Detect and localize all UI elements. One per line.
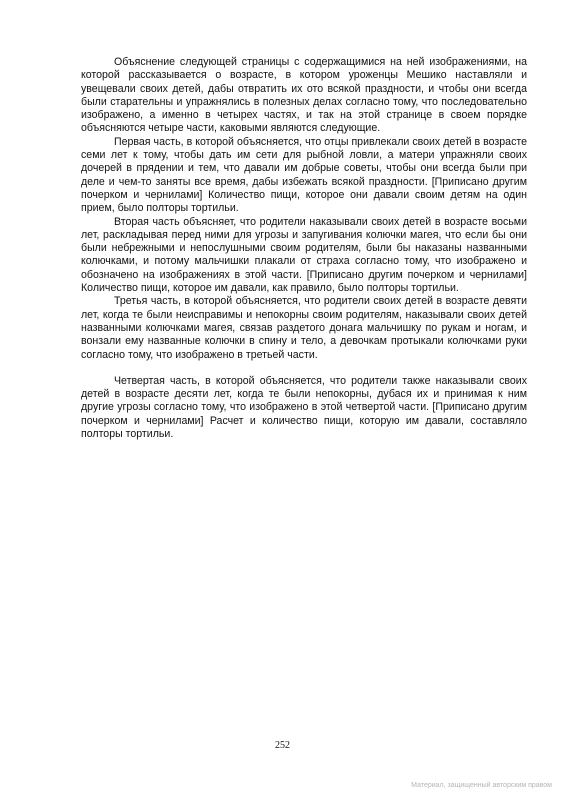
paragraph-part-four: Четвертая часть, в которой объясняется, что родители также наказывали своих детей в возрасте десяти лет, когда те были непокорны, дубася их и принимая к ним другие угрозы согласно тому, что изображено в этой четвертой части. [Приписано другим почерком и чернилами] Расчет и количество пищи, которую им давали, составляло полторы тортильи. xyxy=(81,374,527,441)
paragraph-part-three: Третья часть, в которой объясняется, что родители своих детей в возрасте девяти лет, когда те были неисправимы и непокорны своим родителям, наказывали своих детей названными колючками магея, связав раздетого донага мальчишку по рукам и ногам, и вонзали ему названные колючки в спину и тело, а девочкам протыкали колючками руки согласно тому, что изображено в третьей части. xyxy=(81,295,527,361)
paragraph-part-one: Первая часть, в которой объясняется, что отцы привлекали своих детей в возрасте семи лет к тому, чтобы дать им сети для рыбной ловли, а матери упражняли своих дочерей в прядении и тем, что давали им добрые советы, чтобы они всегда были при деле и чем-то заняты все время, дабы избежать всякой праздности. [Приписано другим почерком и чернилами] Количество пищи, которое они давали своим детям на один прием, было полторы тортильи. xyxy=(81,135,527,215)
copyright-watermark: Материал, защищенный авторским правом xyxy=(411,782,552,789)
paragraph-part-two: Вторая часть объясняет, что родители наказывали своих детей в возрасте восьми лет, раскладывая перед ними для угрозы и запугивания колючки магея, что если бы они были небрежными и непослушными своим родителям, были бы наказаны названными колючками, и потому мальчишки плакали от страха согласно тому, что изображено и обозначено на изображениях в этой части. [Приписано другим почерком и чернилами] Количество пищи, которое им давали, как правило, было полторы тортильи. xyxy=(81,215,527,295)
paragraph-intro: Объяснение следующей страницы с содержащимися на ней изображениями, на которой рассказывается о возрасте, в котором уроженцы Мешико наставляли и увещевали своих детей, дабы отвратить их ото всякой праздности, и чтобы они всегда были старательны и упражнялись в полезных делах согласно тому, что последовательно изображено, а именно в четырех частях, и так на этой странице в своем порядке объясняются четыре части, каковыми являются следующие. xyxy=(81,56,527,135)
page-number: 252 xyxy=(275,740,290,751)
body-text xyxy=(81,56,527,441)
